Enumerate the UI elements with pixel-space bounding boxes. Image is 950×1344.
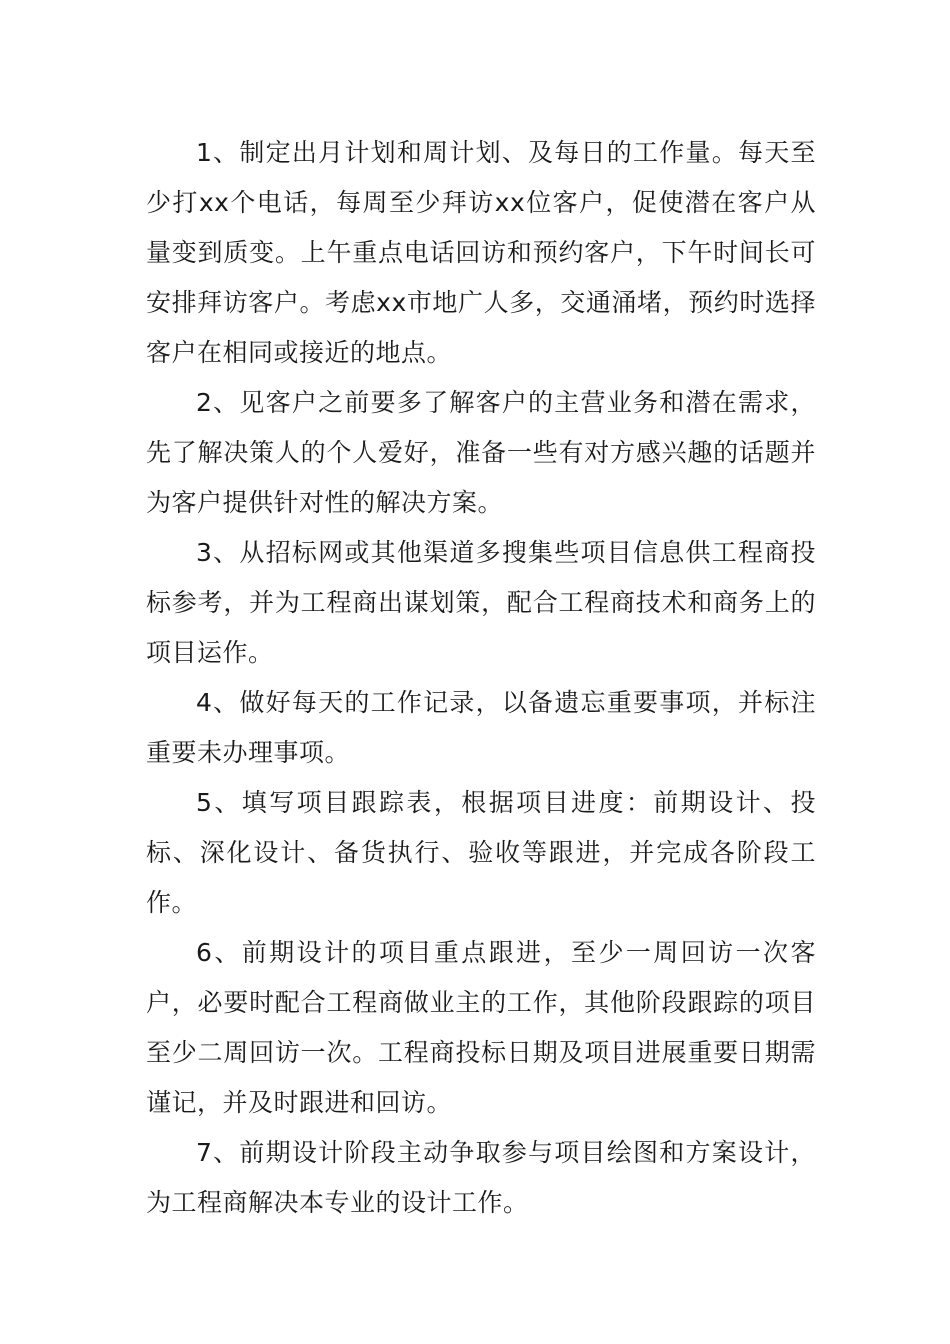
document-body: [146, 128, 816, 1228]
paragraph-7: 7、前期设计阶段主动争取参与项目绘图和方案设计，为工程商解决本专业的设计工作。: [146, 1138, 816, 1217]
paragraph-5: 5、填写项目跟踪表，根据项目进度：前期设计、投标、深化设计、备货执行、验收等跟进，并完成各阶段工作。: [146, 788, 816, 917]
paragraph-2: 2、见客户之前要多了解客户的主营业务和潜在需求，先了解决策人的个人爱好，准备一些有对方感兴趣的话题并为客户提供针对性的解决方案。: [146, 388, 816, 517]
paragraph-3: 3、从招标网或其他渠道多搜集些项目信息供工程商投标参考，并为工程商出谋划策，配合工程商技术和商务上的项目运作。: [146, 538, 816, 667]
paragraph-4: 4、做好每天的工作记录，以备遗忘重要事项，并标注重要未办理事项。: [146, 688, 816, 767]
paragraph-1: 1、制定出月计划和周计划、及每日的工作量。每天至少打xx个电话，每周至少拜访xx位客户，促使潜在客户从量变到质变。上午重点电话回访和预约客户，下午时间长可安排拜访客户。考虑xx市地广人多，交通涌堵，预约时选择客户在相同或接近的地点。: [146, 138, 816, 367]
paragraph-6: 6、前期设计的项目重点跟进，至少一周回访一次客户，必要时配合工程商做业主的工作，其他阶段跟踪的项目至少二周回访一次。工程商投标日期及项目进展重要日期需谨记，并及时跟进和回访。: [146, 938, 816, 1117]
